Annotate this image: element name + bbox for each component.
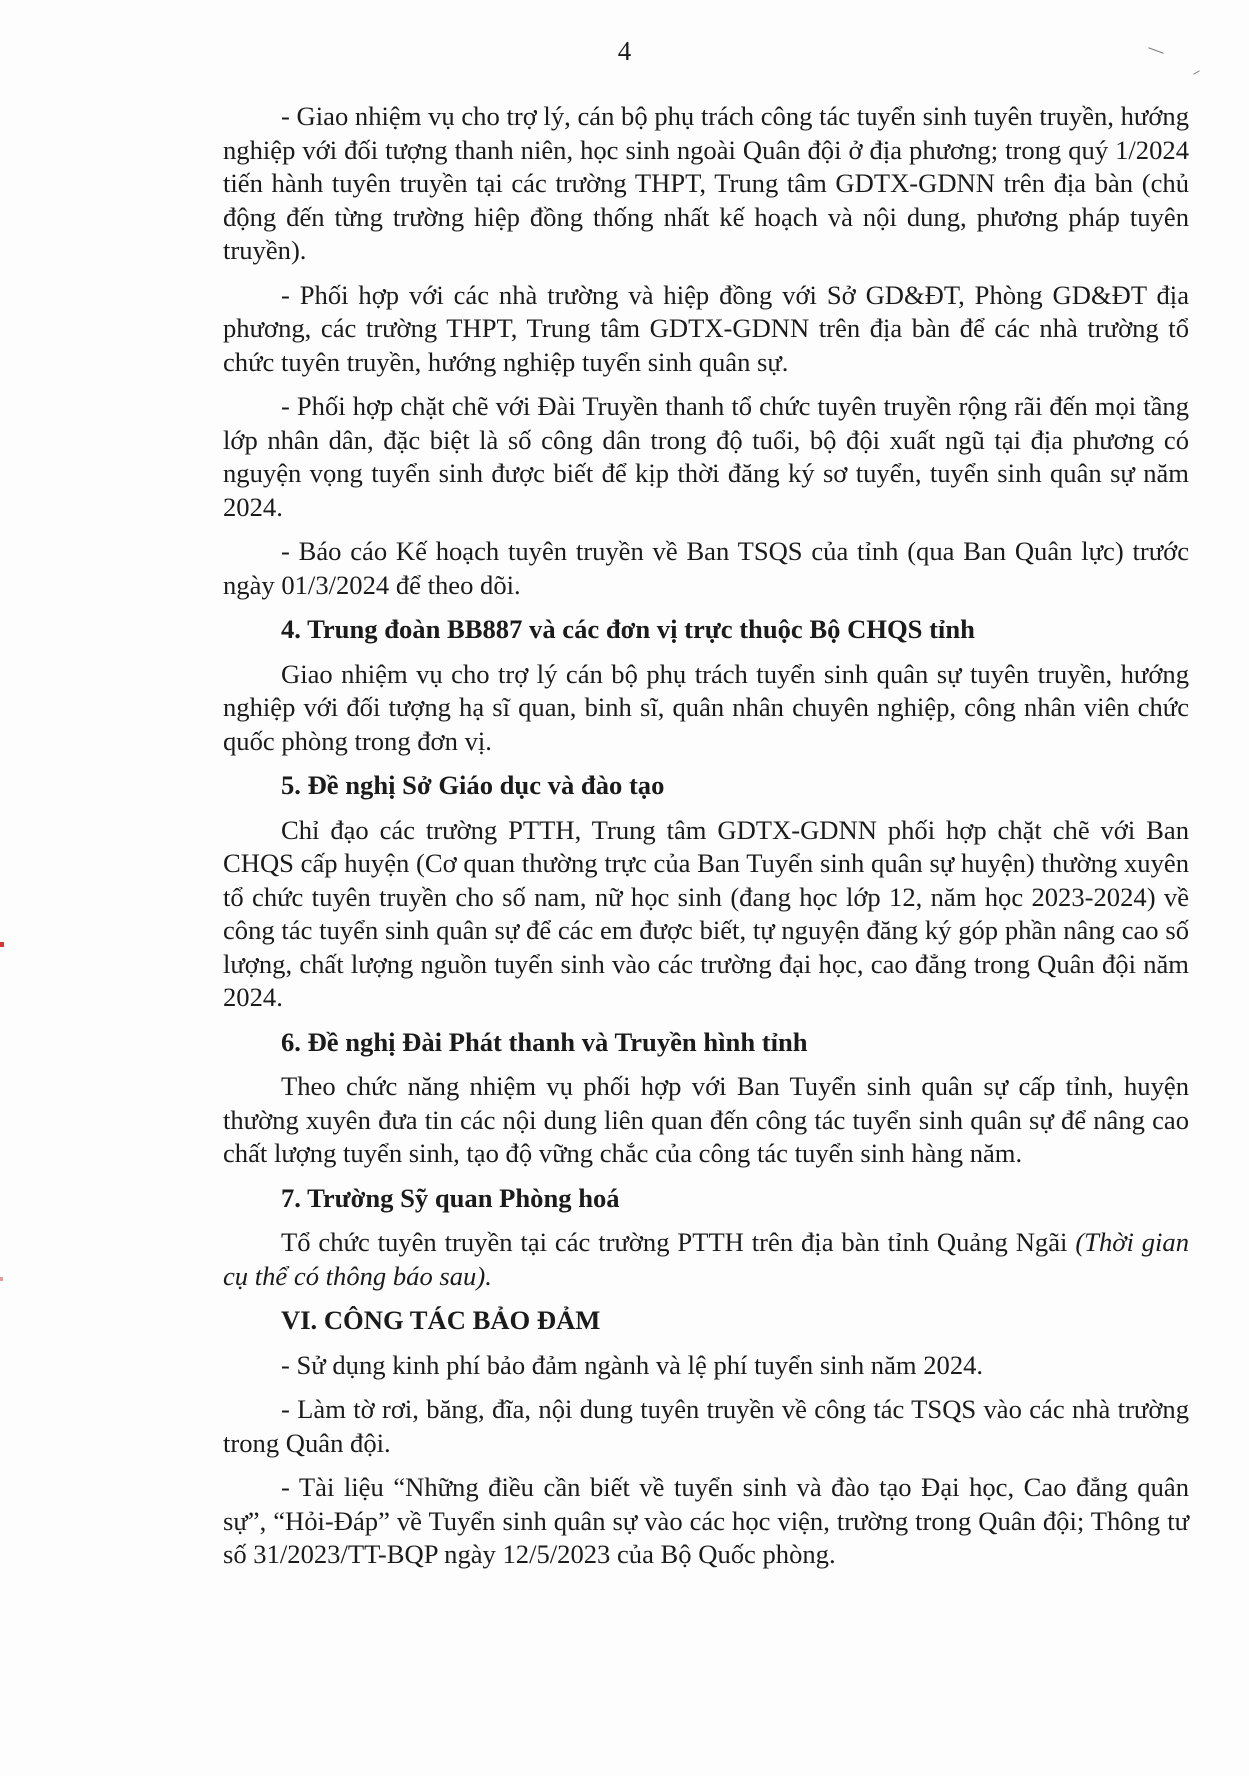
paragraph: Giao nhiệm vụ cho trợ lý cán bộ phụ trách tuyển sinh quân sự tuyên truyền, hướng nghiệp với đối tượng hạ sĩ quan, binh sĩ, quân nhân chuyên nghiệp, công nhân viên chức quốc phòng trong đơn vị. [223, 658, 1189, 756]
paragraph: Chỉ đạo các trường PTTH, Trung tâm GDTX-GDNN phối hợp chặt chẽ với Ban CHQS cấp huyện (Cơ quan thường trực của Ban Tuyển sinh quân sự huyện) thường xuyên tổ chức tuyên truyền cho số nam, nữ học sinh (đang học lớp 12, năm học 2023-2024) về công tác tuyển sinh quân sự để các em được biết, tự nguyện đăng ký góp phần nâng cao số lượng, chất lượng nguồn tuyển sinh vào các trường đại học, cao đẳng trong Quân đội năm 2024. [223, 814, 1189, 1012]
section-heading: 6. Đề nghị Đài Phát thanh và Truyền hình tỉnh [281, 1026, 808, 1057]
scan-edge-mark [0, 1277, 3, 1281]
paragraph-text: Tổ chức tuyên truyền tại các trường PTTH trên địa bàn tỉnh Quảng Ngãi [281, 1227, 1076, 1257]
scan-mark [1193, 70, 1200, 74]
paragraph [223, 1226, 1189, 1293]
paragraph: Theo chức năng nhiệm vụ phối hợp với Ban Tuyển sinh quân sự cấp tỉnh, huyện thường xuyên đưa tin các nội dung liên quan đến công tác tuyển sinh quân sự để nâng cao chất lượng tuyển sinh, tạo độ vững chắc của công tác tuyển sinh hàng năm. [223, 1071, 1189, 1168]
paragraph: - Giao nhiệm vụ cho trợ lý, cán bộ phụ trách công tác tuyển sinh tuyên truyền, hướng nghiệp với đối tượng thanh niên, học sinh ngoài Quân đội ở địa phương; trong quý 1/2024 tiến hành tuyên truyền tại các trường THPT, Trung tâm GDTX-GDNN trên địa bàn (chủ động đến từng trường hiệp đồng thống nhất kế hoạch và nội dung, phương pháp tuyên truyền). [223, 101, 1189, 265]
paragraph: - Báo cáo Kế hoạch tuyên truyền về Ban TSQS của tỉnh (qua Ban Quân lực) trước ngày 01/3/2024 để theo dõi. [223, 536, 1189, 600]
section-heading: VI. CÔNG TÁC BẢO ĐẢM [281, 1305, 601, 1335]
section-heading: 7. Trường Sỹ quan Phòng hoá [281, 1182, 620, 1213]
scan-edge-mark [0, 942, 4, 947]
document-body [223, 100, 1189, 1583]
paragraph: - Phối hợp chặt chẽ với Đài Truyền thanh tổ chức tuyên truyền rộng rãi đến mọi tầng lớp nhân dân, đặc biệt là số công dân trong độ tuổi, bộ đội xuất ngũ tại địa phương có nguyện vọng tuyển sinh được biết để kịp thời đăng ký sơ tuyển, tuyển sinh quân sự năm 2024. [223, 391, 1189, 522]
paragraph: - Sử dụng kinh phí bảo đảm ngành và lệ phí tuyển sinh năm 2024. [281, 1349, 984, 1380]
paragraph: - Tài liệu “Những điều cần biết về tuyển sinh và đào tạo Đại học, Cao đẳng quân sự”, “Hỏi-Đáp” về Tuyển sinh quân sự vào các học viện, trường trong Quân đội; Thông tư số 31/2023/TT-BQP ngày 12/5/2023 của Bộ Quốc phòng. [223, 1472, 1189, 1569]
paragraph: - Phối hợp với các nhà trường và hiệp đồng với Sở GD&ĐT, Phòng GD&ĐT địa phương, các trường THPT, Trung tâm GDTX-GDNN trên địa bàn để các nhà trường tổ chức tuyên truyền, hướng nghiệp tuyển sinh quân sự. [223, 279, 1189, 377]
paragraph: - Làm tờ rơi, băng, đĩa, nội dung tuyên truyền về công tác TSQS vào các nhà trường trong Quân đội. [223, 1394, 1189, 1458]
section-heading: 4. Trung đoàn BB887 và các đơn vị trực thuộc Bộ CHQS tỉnh [281, 614, 975, 644]
page-number: 4 [617, 36, 632, 66]
section-heading: 5. Đề nghị Sở Giáo dục và đào tạo [281, 770, 665, 800]
paragraph-note: (Thời gian cụ thể có thông báo sau). [223, 1227, 1190, 1291]
